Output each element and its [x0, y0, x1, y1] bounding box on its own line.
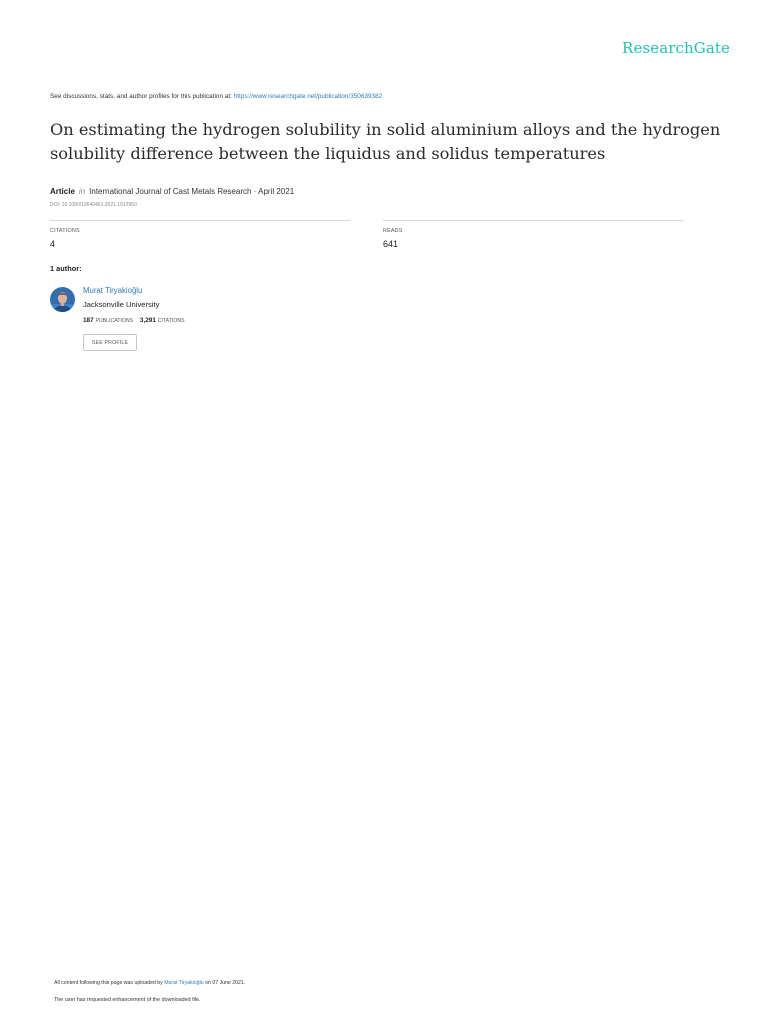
upload-prefix: All content following this page was uploaded by: [54, 980, 163, 986]
author-stats: [83, 317, 190, 324]
author-citations-count: 3,291: [139, 317, 156, 324]
see-profile-button[interactable]: SEE PROFILE: [83, 334, 137, 351]
publications-label: PUBLICATIONS: [95, 318, 134, 324]
uploader-link[interactable]: Murat Tiryakioğlu: [164, 980, 204, 986]
upload-note: [54, 980, 245, 986]
author-affiliation[interactable]: Jacksonville University: [83, 300, 160, 309]
publication-link[interactable]: https://www.researchgate.net/publication/350639382: [233, 93, 383, 100]
citations-value: 4: [50, 239, 56, 249]
author-name-link[interactable]: Murat Tiryakioğlu: [83, 286, 143, 295]
doi: DOI: 10.1080/13640461.2021.1912950: [50, 202, 137, 208]
author-avatar[interactable]: [50, 287, 75, 312]
author-photo-icon: [50, 287, 75, 312]
citations-divider: [50, 220, 350, 221]
in-word: in: [78, 187, 86, 196]
reads-divider: [383, 220, 684, 221]
researchgate-logo[interactable]: ResearchGate: [622, 39, 730, 57]
publications-count: 187: [83, 317, 94, 324]
citations-label: CITATIONS: [50, 228, 80, 234]
authors-heading: 1 author:: [50, 264, 82, 273]
discussion-prefix: See discussions, stats, and author profiles for this publication at:: [50, 93, 232, 100]
publication-type: Article: [50, 187, 75, 196]
upload-suffix: on 07 June 2021.: [205, 980, 246, 986]
request-note: The user has requested enhancement of the downloaded file.: [54, 997, 201, 1003]
reads-value: 641: [383, 239, 399, 249]
journal-and-date[interactable]: International Journal of Cast Metals Research · April 2021: [89, 187, 295, 196]
publication-meta: [50, 187, 294, 196]
discussion-line: [50, 93, 382, 100]
reads-label: READS: [383, 228, 403, 234]
publication-title: On estimating the hydrogen solubility in solid aluminium alloys and the hydrogen solubility difference between the liquidus and solidus temperatures: [50, 120, 721, 163]
author-citations-label: CITATIONS: [157, 318, 185, 324]
